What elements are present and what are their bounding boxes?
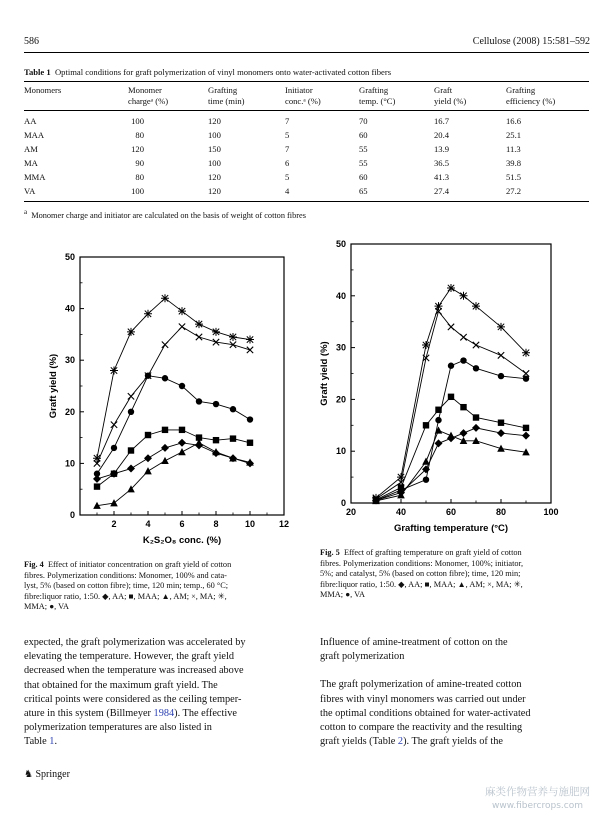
table-cell: 120 xyxy=(208,116,221,126)
table-cell: 90 xyxy=(135,158,144,168)
data-point-circle xyxy=(435,417,441,423)
x-tick-label: 40 xyxy=(395,507,407,517)
x-tick-label: 10 xyxy=(244,519,256,529)
table-cell: 5 xyxy=(285,172,290,182)
table-cell: 70 xyxy=(359,116,368,126)
text-line: Table xyxy=(24,736,50,748)
table-cell: 4 xyxy=(285,186,290,196)
data-point-circle xyxy=(498,373,504,379)
table-top-rule xyxy=(24,81,589,82)
x-tick-label: 8 xyxy=(213,519,219,529)
text-line: the optimal conditions obtained for water-activated xyxy=(320,707,531,719)
table-cell: 7 xyxy=(285,116,290,126)
y-tick-label: 20 xyxy=(64,406,75,417)
caption-line: lyst, 5% (based on cotton fibre); time, 120 min; temp., 60 °C; xyxy=(24,581,229,591)
table-column-header: yield (%) xyxy=(434,96,467,106)
table-column-header: Graft xyxy=(434,85,453,95)
springer-logo xyxy=(24,769,70,780)
y-tick-label: 0 xyxy=(69,510,75,520)
y-tick-label: 50 xyxy=(64,252,75,262)
table-cell: 16.7 xyxy=(434,116,450,126)
table-column-header: Initiator xyxy=(285,85,313,95)
y-axis-label: Graft yield (%) xyxy=(48,353,59,419)
text-line: cotton to compare the reactivity and the resulting xyxy=(320,722,523,734)
table-row-label: AA xyxy=(24,116,37,126)
x-tick-label: 12 xyxy=(278,519,290,529)
table-cell: 150 xyxy=(208,144,221,154)
text-line: . xyxy=(54,736,58,748)
table-cell: 100 xyxy=(208,158,221,168)
text-line: graft yields (Table xyxy=(320,736,398,748)
table-cell: 27.4 xyxy=(434,186,450,196)
data-point-diamond xyxy=(472,424,480,432)
series-line xyxy=(97,443,250,506)
table-cell: 6 xyxy=(285,158,290,168)
data-point-circle xyxy=(523,375,529,381)
data-point-circle xyxy=(145,372,151,378)
table-bottom-rule xyxy=(24,201,589,202)
x-axis-label: Grafting temperature (°C) xyxy=(393,523,509,534)
data-point-square xyxy=(145,432,151,438)
data-point-star xyxy=(178,307,186,315)
series-square xyxy=(373,394,529,503)
y-tick-label: 30 xyxy=(335,342,346,353)
table-cell: 7 xyxy=(285,144,290,154)
table-link[interactable]: 2 xyxy=(397,736,404,748)
data-point-cross xyxy=(448,324,454,330)
data-point-square xyxy=(162,427,168,433)
data-point-star xyxy=(195,320,203,328)
series-line xyxy=(97,376,250,474)
y-tick-label: 20 xyxy=(335,394,346,405)
data-point-cross xyxy=(128,393,134,399)
data-point-square xyxy=(128,447,134,453)
journal-running-head: Cellulose (2008) 15:581–592 xyxy=(472,36,590,47)
data-point-star xyxy=(161,294,169,302)
data-point-star xyxy=(212,328,220,336)
data-point-triangle xyxy=(110,499,118,506)
table-cell: 100 xyxy=(131,186,144,196)
x-tick-label: 80 xyxy=(495,507,507,517)
data-point-circle xyxy=(460,357,466,363)
x-tick-label: 6 xyxy=(179,519,185,529)
data-point-circle xyxy=(196,398,202,404)
data-point-circle xyxy=(162,375,168,381)
caption-line: fibres. Polymerization conditions: Monomer, 100%; initiator, xyxy=(320,558,524,568)
data-point-square xyxy=(230,435,236,441)
x-axis-label: K₂S₂O₈ conc. (%) xyxy=(142,535,222,546)
table-column-header: Grafting xyxy=(208,85,238,95)
table-row-label: MMA xyxy=(24,172,46,182)
y-tick-label: 40 xyxy=(64,303,75,314)
data-point-star xyxy=(497,323,505,331)
data-point-diamond xyxy=(497,429,505,437)
text-line: polymerization temperatures are also listed in xyxy=(24,722,212,734)
table-link[interactable]: 1 xyxy=(49,736,55,748)
data-point-circle xyxy=(213,401,219,407)
data-point-diamond xyxy=(460,429,468,437)
data-point-square xyxy=(473,414,479,420)
y-tick-label: 40 xyxy=(335,290,346,301)
data-point-diamond xyxy=(161,444,169,452)
citation-link[interactable]: 1984 xyxy=(153,708,175,720)
data-point-star xyxy=(447,284,455,292)
y-axis-label: Graft yield (%) xyxy=(319,341,330,406)
data-point-triangle xyxy=(144,467,152,474)
data-point-cross xyxy=(162,342,168,348)
table-cell: 13.9 xyxy=(434,144,450,154)
y-tick-label: 10 xyxy=(335,446,346,457)
data-point-star xyxy=(229,333,237,341)
data-point-circle xyxy=(179,383,185,389)
data-point-square xyxy=(423,422,429,428)
table-cell: 25.1 xyxy=(506,130,522,140)
table-row-label: MA xyxy=(24,158,38,168)
figure-4-caption xyxy=(24,560,294,613)
data-point-diamond xyxy=(144,454,152,462)
caption-line: fibre:liquor ratio, 1:50. ◆, AA; ■, MAA; ▲, AM; ×, MA; ✳, xyxy=(24,591,227,601)
table-cell: 11.3 xyxy=(506,144,521,154)
table-column-header: time (min) xyxy=(208,96,245,106)
table-cell: 80 xyxy=(135,172,144,182)
data-point-star xyxy=(144,310,152,318)
springer-horse-icon: ♞ xyxy=(24,769,33,780)
data-point-circle xyxy=(230,406,236,412)
table-cell: 27.2 xyxy=(506,186,522,196)
text-line: decreased when the temperature was increased above xyxy=(24,665,244,677)
table-column-header: Monomer xyxy=(128,85,162,95)
data-point-triangle xyxy=(178,448,186,455)
data-point-square xyxy=(435,407,441,413)
series-line xyxy=(376,288,526,498)
data-point-star xyxy=(472,302,480,310)
table-column-header: temp. (°C) xyxy=(359,96,396,106)
x-tick-label: 100 xyxy=(543,507,559,517)
y-tick-label: 10 xyxy=(64,458,75,469)
table-cell: 80 xyxy=(135,130,144,140)
caption-line: fibre:liquor ratio, 1:50. ◆, AA; ■, MAA; ▲, AM; ×, MA; ✳, xyxy=(320,579,523,589)
table-column-header: chargeᵃ (%) xyxy=(128,96,169,106)
text-line: ). The effective xyxy=(174,708,237,720)
data-point-star xyxy=(522,349,530,357)
data-point-circle xyxy=(111,445,117,451)
series-circle xyxy=(94,372,253,476)
data-point-cross xyxy=(460,334,466,340)
series-star xyxy=(372,284,530,502)
table-caption xyxy=(24,67,391,77)
watermark-line-2: www.fibercrops.com xyxy=(492,801,583,811)
section-heading: Influence of amine-treatment of cotton on the xyxy=(320,637,508,648)
series-cross xyxy=(373,308,529,502)
footnote-mark: a xyxy=(24,209,28,216)
data-point-square xyxy=(448,394,454,400)
data-point-triangle xyxy=(161,457,169,464)
data-point-square xyxy=(247,440,253,446)
series-circle xyxy=(373,357,529,503)
data-point-square xyxy=(213,437,219,443)
table-cell: 100 xyxy=(208,130,221,140)
data-point-cross xyxy=(111,422,117,428)
table-cell: 51.5 xyxy=(506,172,522,182)
data-point-square xyxy=(179,427,185,433)
caption-line: 5%; and catalyst, 5% (based on cotton fibre); time, 120 min; xyxy=(320,569,521,579)
data-point-diamond xyxy=(522,432,530,440)
data-point-cross xyxy=(498,352,504,358)
plot-frame xyxy=(351,244,551,503)
table-cell: 60 xyxy=(359,130,368,140)
data-point-cross xyxy=(196,334,202,340)
x-tick-label: 2 xyxy=(111,519,117,529)
figure-5-label: Fig. 5 xyxy=(320,548,340,557)
table-cell: 100 xyxy=(131,116,144,126)
figure-4-chart xyxy=(40,245,300,550)
table-column-header: Grafting xyxy=(359,85,389,95)
table-column-header: efficiency (%) xyxy=(506,96,556,106)
caption-line: Effect of initiator concentration on graft yield of cotton xyxy=(47,560,232,569)
data-point-circle xyxy=(128,409,134,415)
caption-line: MMA; ●, VA xyxy=(320,590,366,600)
table-cell: 55 xyxy=(359,144,368,154)
data-point-triangle xyxy=(435,426,443,433)
text-line: that obtained for the maximum graft yield. The xyxy=(24,679,218,691)
table-cell: 36.5 xyxy=(434,158,450,168)
x-tick-label: 60 xyxy=(445,507,457,517)
text-line: ). The graft yields of the xyxy=(403,736,503,748)
data-point-cross xyxy=(247,347,253,353)
series-line xyxy=(376,311,526,499)
x-tick-label: 4 xyxy=(145,519,151,529)
data-point-diamond xyxy=(435,439,443,447)
body-text-left xyxy=(24,636,294,750)
text-line: elevating the temperature. However, the graft yield xyxy=(24,651,235,663)
table-row-label: AM xyxy=(24,144,38,154)
caption-line: MMA; ●, VA xyxy=(24,602,70,612)
text-line: fibres with vinyl monomers was carried out under xyxy=(320,693,526,705)
data-point-diamond xyxy=(93,475,101,483)
data-point-star xyxy=(460,292,468,300)
data-point-star xyxy=(110,367,118,375)
data-point-square xyxy=(523,425,529,431)
figure-4-label: Fig. 4 xyxy=(24,560,44,569)
figure-5-chart xyxy=(315,232,580,537)
table-cell: 16.6 xyxy=(506,116,522,126)
table-cell: 60 xyxy=(359,172,368,182)
data-point-circle xyxy=(247,416,253,422)
data-point-star xyxy=(246,336,254,344)
caption-line: Effect of grafting temperature on graft yield of cotton xyxy=(343,548,522,557)
y-tick-label: 50 xyxy=(335,239,346,249)
table-header-rule xyxy=(24,110,589,111)
table-column-header: Monomers xyxy=(24,85,62,95)
data-point-diamond xyxy=(178,439,186,447)
header-rule xyxy=(24,52,589,53)
table-cell: 41.3 xyxy=(434,172,450,182)
table-column-header: conc.ᵃ (%) xyxy=(285,96,321,106)
series-line xyxy=(97,443,250,479)
text-line: The graft polymerization of amine-treated cotton xyxy=(320,679,522,691)
figure-5-caption xyxy=(320,548,588,601)
x-tick-label: 20 xyxy=(345,507,357,517)
table-cell: 39.8 xyxy=(506,158,522,168)
data-point-triangle xyxy=(422,458,430,465)
table-row-label: MAA xyxy=(24,130,45,140)
data-point-square xyxy=(498,420,504,426)
caption-line: fibres. Polymerization conditions: Monomer, 100% and cata- xyxy=(24,570,227,580)
table-row-label: VA xyxy=(24,186,36,196)
table-cell: 5 xyxy=(285,130,290,140)
publisher-name: Springer xyxy=(35,769,70,780)
data-point-diamond xyxy=(127,465,135,473)
table-cell: 120 xyxy=(208,172,221,182)
text-line: ature in this system (Billmeyer xyxy=(24,708,154,720)
table-column-header: Grafting xyxy=(506,85,536,95)
text-line: expected, the graft polymerization was accelerated by xyxy=(24,637,246,648)
data-point-star xyxy=(127,328,135,336)
series-line xyxy=(97,327,250,464)
text-line: critical points were considered as the ceiling temper- xyxy=(24,693,242,705)
table-cell: 120 xyxy=(131,144,144,154)
table-cell: 55 xyxy=(359,158,368,168)
data-point-circle xyxy=(423,476,429,482)
footnote-text: Monomer charge and initiator are calculated on the basis of weight of cotton fibres xyxy=(31,210,306,220)
page-number: 586 xyxy=(24,36,39,47)
data-point-square xyxy=(94,483,100,489)
data-point-circle xyxy=(473,365,479,371)
section-heading: graft polymerization xyxy=(320,651,405,663)
series-line xyxy=(97,430,250,487)
y-tick-label: 0 xyxy=(340,498,346,508)
table-caption-text: Optimal conditions for graft polymerization of vinyl monomers onto water-activated cotton fibers xyxy=(54,67,392,77)
table-cell: 20.4 xyxy=(434,130,450,140)
data-point-square xyxy=(460,404,466,410)
table-cell: 65 xyxy=(359,186,368,196)
watermark-line-1: 麻类作物营养与施肥网 xyxy=(485,786,590,798)
table-footnote xyxy=(24,209,306,220)
table-cell: 120 xyxy=(208,186,221,196)
data-point-triangle xyxy=(447,432,455,439)
y-tick-label: 30 xyxy=(64,355,75,366)
data-point-cross xyxy=(179,323,185,329)
body-text-right xyxy=(320,636,588,749)
table-caption-label: Table 1 xyxy=(24,67,51,77)
data-point-circle xyxy=(448,363,454,369)
data-point-cross xyxy=(473,342,479,348)
